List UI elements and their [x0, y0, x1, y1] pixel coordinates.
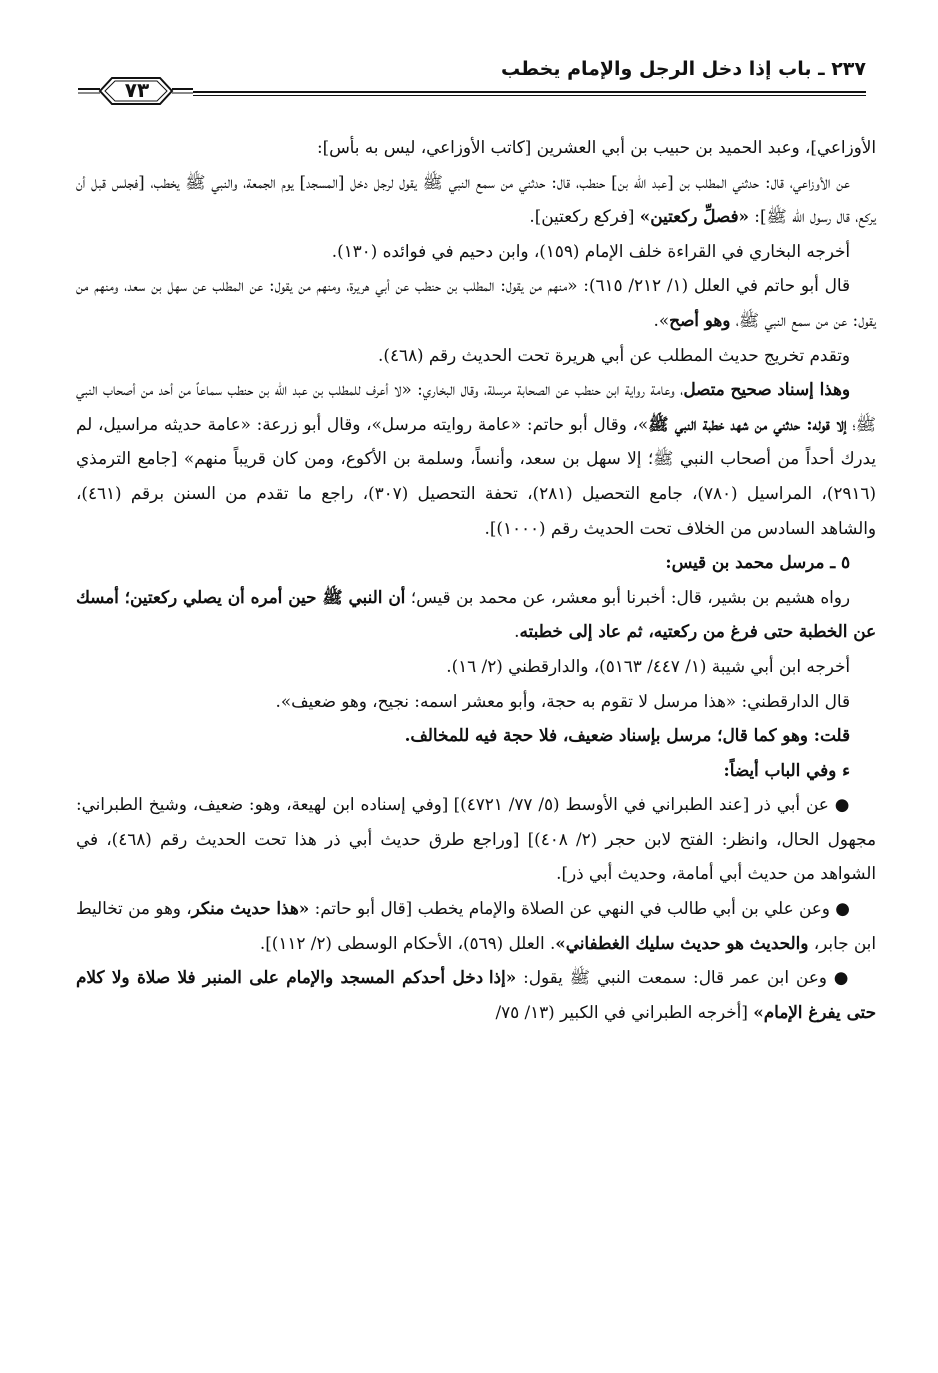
bold-text-run: قلت: وهو كما قال؛ مرسل بإسناد ضعيف، فلا حجة فيه للمخالف. — [404, 725, 850, 746]
bold-text-run: «هذا حديث منكر — [191, 898, 310, 919]
text-run: »، وقال أبو حاتم: «عامة روايته مرسل»، وقال أبو زرعة: «عامة حديثه مراسيل، لم يدرك أحداً من أصحاب النبي ﷺ؛ إلا سهل بن سعد، وأنساً، وسلمة بن الأكوع، ومن كان قريباً منهم» [جامع الترمذي (٢٩١٦)، المراسيل (٧٨٠)، جامع التحصيل (٢٨١)، تحفة التحصيل (٣٠٧)، راجع ما تقدم من السنن برقم (٤٦١)، والشاهد السادس من الخلاف تحت الحديث رقم (١٠٠٠)]. — [76, 413, 876, 538]
bold-text-run: «فصلِّ ركعتين» — [639, 206, 749, 227]
text-run: ● وعن علي بن أبي طالب في النهي عن الصلاة والإمام يخطب [قال أبو حاتم: — [309, 898, 851, 919]
paragraph-p1 — [76, 130, 876, 165]
header-rule-thin — [193, 95, 866, 96]
paragraph-p11 — [76, 718, 876, 753]
page-number-ornament — [78, 74, 193, 108]
page-header — [78, 58, 866, 108]
text-run: . — [514, 621, 520, 642]
paragraph-p7 — [76, 545, 876, 580]
bold-text-run: ٥ ـ مرسل محمد بن قيس: — [665, 552, 850, 573]
bold-text-run: «إذا دخل أحدكم المسجد والإمام على المنبر فلا صلاة ولا كلام حتى يفرغ الإمام» — [76, 967, 876, 1022]
paragraph-p4 — [76, 268, 876, 337]
body-text — [76, 130, 876, 1029]
paragraph-p6 — [76, 372, 876, 545]
chapter-title: ٢٣٧ ـ باب إذا دخل الرجل والإمام يخطب — [501, 58, 866, 80]
bold-text-run: ء وفي الباب أيضاً: — [723, 759, 850, 780]
paragraph-p9 — [76, 649, 876, 684]
text-run: قال أبو حاتم في العلل (١/ ٢١٢/ ٦١٥): «منهم من يقول: المطلب بن حنطب عن أبي هريرة، ومنهم من يقول: عن المطلب عن سهل بن سعد، ومنهم من يقول: عن من سمع النبي ﷺ، — [76, 275, 876, 330]
paragraph-p13 — [76, 787, 876, 891]
bold-text-run: وهذا إسناد صحيح متصل — [683, 379, 850, 400]
bold-text-run: إلا قوله: حدثني من شهد خطبة النبي ﷺ — [648, 413, 847, 434]
header-rule — [193, 91, 866, 93]
paragraph-p5 — [76, 338, 876, 373]
text-run: . العلل (٥٦٩)، الأحكام الوسطى (٢/ ١١٢)]. — [259, 932, 556, 953]
text-run: رواه هشيم بن بشير، قال: أخبرنا أبو معشر، عن محمد بن قيس؛ — [405, 586, 850, 607]
text-run: [أخرجه الطبراني في الكبير (١٣/ ٧٥/ — [495, 1001, 754, 1022]
paragraph-p15 — [76, 960, 876, 1029]
text-run: ● عن أبي ذر [عند الطبراني في الأوسط (٥/ ٧٧/ ٤٧٢١)] [وفي إسناده ابن لهيعة، وهو: ضعيف، وشيخ الطبراني: مجهول الحال، وانظر: الفتح لابن حجر (٢/ ٤٠٨)] [وراجع طرق حديث أبي ذر هذا تحت الحديث رقم (٤٦٨)، في الشواهد من حديث أبي أمامة، وحديث أبي ذر]. — [76, 794, 876, 884]
paragraph-p2 — [76, 165, 876, 234]
text-run: وتقدم تخريج حديث المطلب عن أبي هريرة تحت الحديث رقم (٤٦٨). — [378, 344, 850, 365]
paragraph-p14 — [76, 891, 876, 960]
paragraph-p3 — [76, 234, 876, 269]
text-run: أخرجه البخاري في القراءة خلف الإمام (١٥٩)، وابن دحيم في فوائده (١٣٠). — [331, 240, 850, 261]
page-number: ٧٣ — [124, 78, 150, 102]
paragraph-p10 — [76, 684, 876, 719]
text-run: ● وعن ابن عمر قال: سمعت النبي ﷺ يقول: — [516, 967, 850, 988]
text-run: ، وعامة رواية ابن حنطب عن الصحابة مرسلة، وقال البخاري: «لا أعرف للمطلب بن عبد الله بن حنطب سماعاً من أحد من أصحاب النبي ﷺ؛ — [76, 379, 876, 434]
text-run: ، وهو من تخاليط ابن جابر، — [76, 898, 876, 953]
text-run: [فركع ركعتين]. — [529, 206, 640, 227]
text-run: عن الأوزاعي، قال: حدثني المطلب بن [عبد الله بن] حنطب، قال: حدثني من سمع النبي ﷺ يقول لرجل دخل [المسجد] يوم الجمعة، والنبي ﷺ يخطب، [فجلس قبل أن يركع، قال رسول الله ﷺ]: — [76, 171, 876, 227]
text-run: أخرجه ابن أبي شيبة (١/ ٤٤٧/ ٥١٦٣)، والدارقطني (٢/ ١٦). — [446, 655, 850, 676]
text-run: ». — [653, 309, 670, 330]
paragraph-p8 — [76, 580, 876, 649]
text-run: الأوزاعي]، وعبد الحميد بن حبيب بن أبي العشرين [كاتب الأوزاعي، ليس به بأس]: — [316, 137, 876, 157]
text-run: قال الدارقطني: «هذا مرسل لا تقوم به حجة، وأبو معشر اسمه: نجيح، وهو ضعيف». — [275, 690, 850, 711]
bold-text-run: والحديث هو حديث سليك الغطفاني» — [555, 932, 809, 953]
bold-text-run: أن النبي ﷺ حين أمره أن يصلي ركعتين؛ أمسك عن الخطبة حتى فرغ من ركعتيه، ثم عاد إلى خطبته — [76, 586, 876, 642]
bold-text-run: وهو أصح — [669, 309, 731, 330]
paragraph-p12 — [76, 753, 876, 788]
